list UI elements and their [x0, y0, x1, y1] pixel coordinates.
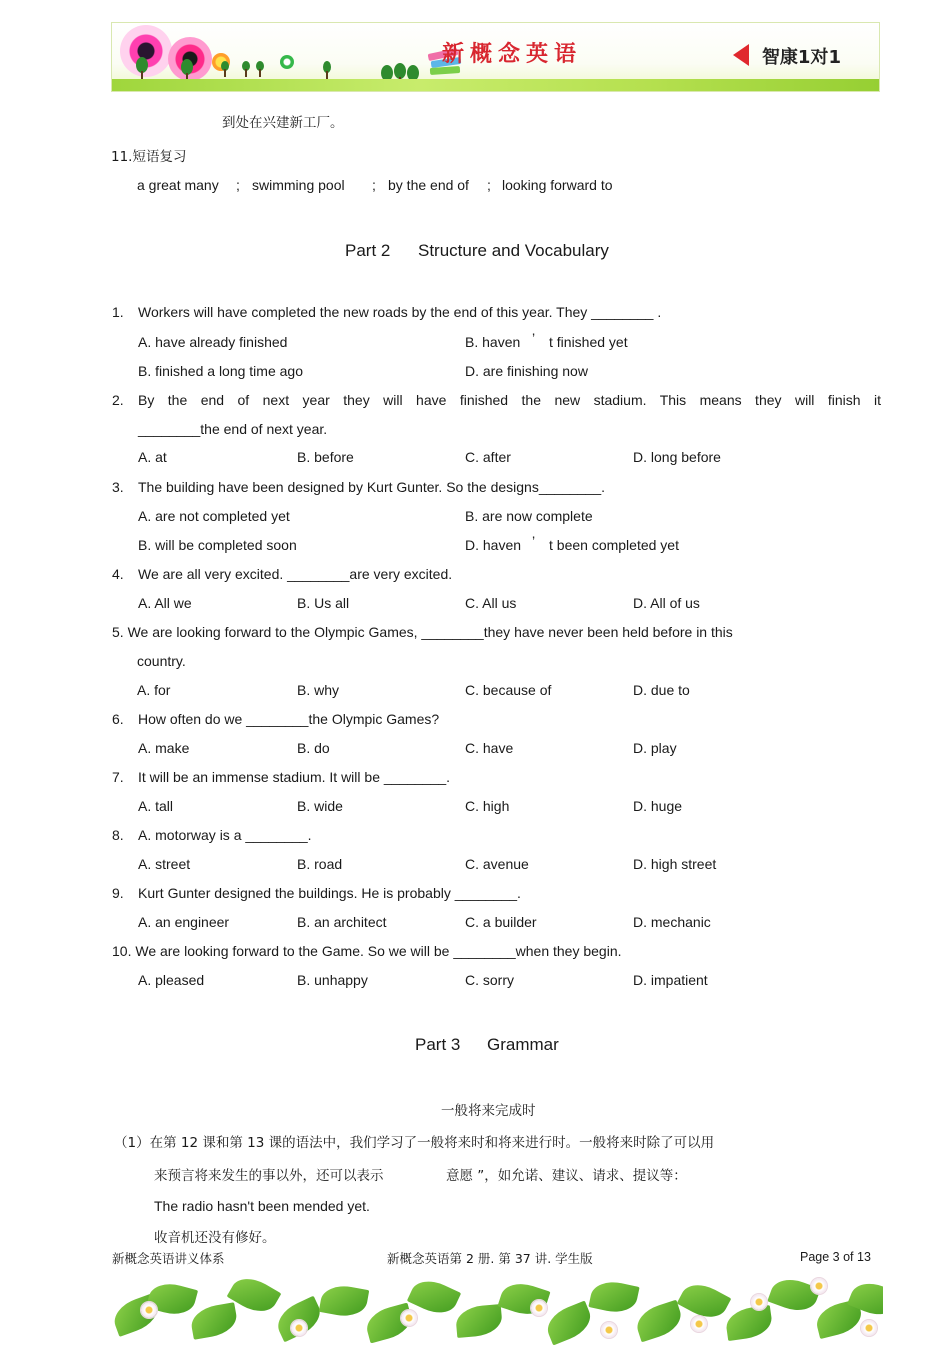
- question-text: The building have been designed by Kurt Gunter. So the designs________.: [138, 479, 606, 495]
- option: C. because of: [465, 682, 552, 698]
- option: D. All of us: [633, 595, 700, 611]
- example-chinese: 收音机还没有修好。: [154, 1230, 276, 1246]
- option: D. haven: [465, 537, 522, 553]
- option: C. high: [465, 798, 510, 814]
- question-continuation: ________the end of next year.: [138, 421, 328, 437]
- option: B. do: [297, 740, 330, 756]
- option: A. street: [138, 856, 191, 872]
- flower-icon: [691, 1316, 707, 1332]
- option: A. pleased: [138, 972, 205, 988]
- option: B. an architect: [297, 914, 387, 930]
- leaf-icon: [455, 1304, 503, 1338]
- flower-icon: [861, 1320, 877, 1336]
- option: D. huge: [633, 798, 683, 814]
- option: A. at: [138, 449, 167, 465]
- question-number: 3.: [112, 479, 124, 495]
- option: B. unhappy: [297, 972, 368, 988]
- question-text: 10. We are looking forward to the Game. So we will be ________when they begin.: [112, 943, 622, 959]
- phrase-sep: ;: [487, 177, 491, 193]
- decor-circle-icon: [168, 37, 212, 81]
- grammar-paragraph-line: 来预言将来发生的事以外，还可以表示: [154, 1168, 384, 1184]
- option: D. mechanic: [633, 914, 711, 930]
- option: t been completed yet: [549, 537, 679, 553]
- question-number: 4.: [112, 566, 124, 582]
- option-apostrophe: ’: [532, 330, 536, 346]
- flower-icon: [291, 1320, 307, 1336]
- brand-logo-icon: [733, 44, 749, 66]
- footer-floral-decoration: [111, 1270, 883, 1345]
- flower-icon: [141, 1302, 157, 1318]
- option: A. tall: [138, 798, 174, 814]
- option: A. have already finished: [138, 334, 288, 350]
- option: A. for: [137, 682, 171, 698]
- decor-circle-icon: [280, 55, 294, 69]
- option: A. make: [138, 740, 190, 756]
- footer-left: 新概念英语讲义体系: [112, 1251, 225, 1266]
- option: A. are not completed yet: [138, 508, 290, 524]
- question-number: 6.: [112, 711, 124, 727]
- flower-icon: [601, 1322, 617, 1338]
- option: C. after: [465, 449, 511, 465]
- question-text: A. motorway is a ________.: [138, 827, 312, 843]
- option: C. a builder: [465, 914, 537, 930]
- option: D. play: [633, 740, 677, 756]
- option: B. finished a long time ago: [138, 363, 303, 379]
- option: D. impatient: [633, 972, 708, 988]
- question-text: Kurt Gunter designed the buildings. He is probably ________.: [138, 885, 521, 901]
- option: B. will be completed soon: [138, 537, 297, 553]
- option: D. high street: [633, 856, 717, 872]
- option: t finished yet: [549, 334, 628, 350]
- question-number: 8.: [112, 827, 124, 843]
- example-english: The radio hasn't been mended yet.: [154, 1198, 370, 1214]
- option: D. long before: [633, 449, 721, 465]
- question-number: 7.: [112, 769, 124, 785]
- leaf-icon: [189, 1302, 240, 1340]
- option: B. Us all: [297, 595, 350, 611]
- option: C. All us: [465, 595, 517, 611]
- option: B. haven: [465, 334, 521, 350]
- grammar-paragraph-line: （1）在第 12 课和第 13 课的语法中，我们学习了一般将来时和将来进行时。一般将来时除了可以用: [114, 1135, 715, 1151]
- question-continuation: country.: [137, 653, 186, 669]
- flower-icon: [531, 1300, 547, 1316]
- phrase-sep: ;: [236, 177, 240, 193]
- option: B. before: [297, 449, 354, 465]
- banner-title: 新概念英语: [442, 42, 583, 67]
- option: A. All we: [138, 595, 192, 611]
- leaf-icon: [542, 1300, 596, 1345]
- header-banner: [111, 22, 880, 92]
- grammar-paragraph-line: 意愿 ”，如允诺、建议、请求、提议等：: [446, 1168, 687, 1184]
- phrase-item: looking forward to: [502, 177, 613, 193]
- option: B. why: [297, 682, 340, 698]
- question-number: 1.: [112, 304, 124, 320]
- footer-center: 新概念英语第 2 册. 第 37 讲. 学生版: [387, 1251, 593, 1266]
- option: A. an engineer: [138, 914, 230, 930]
- option: B. wide: [297, 798, 343, 814]
- option: B. are now complete: [465, 508, 593, 524]
- option: C. have: [465, 740, 514, 756]
- banner-strip: [112, 79, 879, 91]
- part3-title: Grammar: [487, 1035, 559, 1054]
- question-text: It will be an immense stadium. It will be ________.: [138, 769, 451, 785]
- question-number: 9.: [112, 885, 124, 901]
- phrases-heading: 11.短语复习: [111, 149, 187, 165]
- question-text: How often do we ________the Olympic Games?: [138, 711, 440, 727]
- option: C. sorry: [465, 972, 514, 988]
- question-text: By the end of next year they will have finished the new stadium. This means they will finish it: [138, 392, 881, 408]
- grammar-subtitle: 一般将来完成时: [441, 1103, 536, 1119]
- page-number: Page 3 of 13: [800, 1250, 871, 1264]
- part2-label: Part 2: [345, 241, 391, 260]
- leaf-icon: [724, 1305, 774, 1341]
- option: D. are finishing now: [465, 363, 588, 379]
- option: B. road: [297, 856, 343, 872]
- option: C. avenue: [465, 856, 529, 872]
- option-apostrophe: ’: [532, 533, 536, 549]
- option: D. due to: [633, 682, 690, 698]
- question-number: 2.: [112, 392, 124, 408]
- question-text: Workers will have completed the new roads by the end of this year. They ________ .: [138, 304, 662, 320]
- top-line: 到处在兴建新工厂。: [222, 115, 344, 131]
- question-text: 5. We are looking forward to the Olympic Games, ________they have never been held before in this: [112, 624, 733, 640]
- part2-title: Structure and Vocabulary: [418, 241, 609, 260]
- leaf-icon: [588, 1278, 639, 1317]
- flower-icon: [401, 1310, 417, 1326]
- flower-icon: [811, 1278, 827, 1294]
- phrase-item: a great many: [137, 177, 219, 193]
- part3-label: Part 3: [415, 1035, 461, 1054]
- leaf-icon: [632, 1300, 685, 1343]
- leaf-icon: [319, 1282, 370, 1320]
- question-text: We are all very excited. ________are very excited.: [138, 566, 453, 582]
- phrase-sep: ;: [372, 177, 376, 193]
- brand-name: 智康1对1: [761, 47, 841, 68]
- phrase-item: by the end of: [388, 177, 469, 193]
- phrase-item: swimming pool: [252, 177, 345, 193]
- flower-icon: [751, 1294, 767, 1310]
